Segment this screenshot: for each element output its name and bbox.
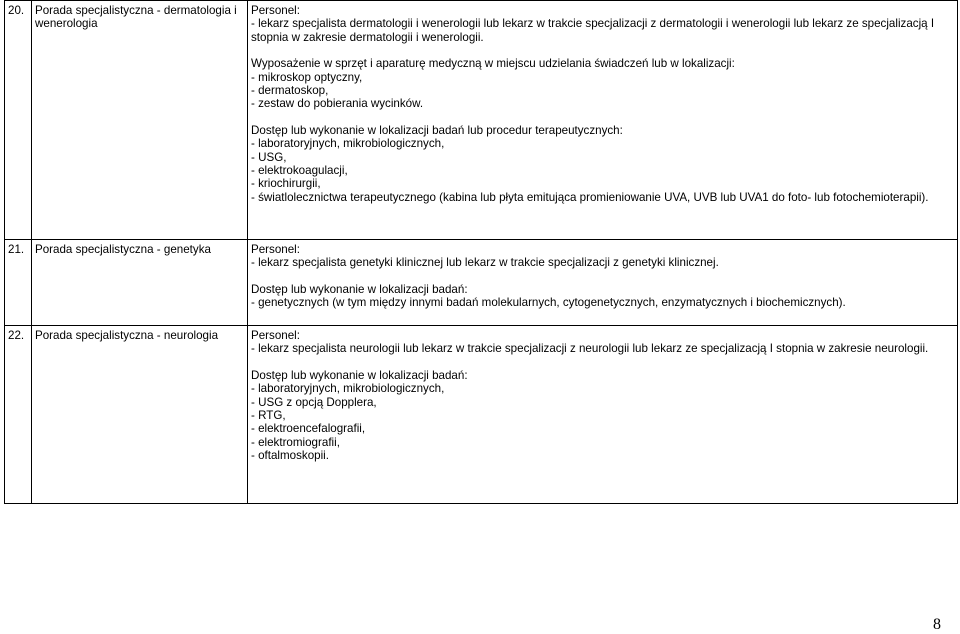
requirement-block — [251, 329, 954, 356]
requirement-item: - USG z opcją Dopplera, — [251, 395, 377, 409]
block-spacer — [251, 356, 954, 369]
requirement-item: - elektrokoagulacji, — [251, 164, 348, 178]
requirement-item: - laboratoryjnych, mikrobiologicznych, — [251, 382, 445, 396]
requirement-item: - zestaw do pobierania wycinków. — [251, 97, 424, 111]
requirements-cell — [248, 1, 958, 240]
requirement-item: - lekarz specjalista dermatologii i wenerologii lub lekarz w trakcie specjalizacji z dermatologii i wenerologii lub lekarz ze specjalizacją I stopnia w zakresie dermatologii i wenerologii. — [251, 17, 935, 44]
block-spacer — [251, 270, 954, 283]
block-spacer — [251, 111, 954, 124]
requirement-item: - mikroskop optyczny, — [251, 70, 363, 84]
row-number: 20. — [5, 1, 32, 240]
block-heading: Personel: — [251, 4, 300, 17]
block-spacer — [251, 44, 954, 57]
requirement-item: - dermatoskop, — [251, 84, 329, 98]
service-name: Porada specjalistyczna - dermatologia i wenerologia — [32, 1, 248, 240]
requirement-item: - lekarz specjalista genetyki klinicznej lub lekarz w trakcie specjalizacji z genetyki klinicznej. — [251, 256, 719, 270]
requirement-item: - lekarz specjalista neurologii lub lekarz w trakcie specjalizacji z neurologii lub lekarz ze specjalizacją I stopnia w zakresie neurologii. — [251, 342, 929, 356]
service-name: Porada specjalistyczna - neurologia — [32, 326, 248, 504]
requirement-item: - RTG, — [251, 409, 286, 423]
requirements-cell — [248, 326, 958, 504]
block-heading: Personel: — [251, 243, 300, 256]
requirement-block — [251, 243, 954, 270]
page-number: 8 — [933, 616, 941, 633]
requirement-item: - kriochirurgii, — [251, 177, 321, 191]
requirement-item: - laboratoryjnych, mikrobiologicznych, — [251, 137, 445, 151]
block-heading: Personel: — [251, 329, 300, 342]
requirement-block — [251, 57, 954, 111]
requirements-cell — [248, 240, 958, 326]
block-heading: Wyposażenie w sprzęt i aparaturę medyczną w miejscu udzielania świadczeń lub w lokalizacji: — [251, 57, 735, 71]
requirement-block — [251, 369, 954, 463]
block-heading: Dostęp lub wykonanie w lokalizacji badań lub procedur terapeutycznych: — [251, 123, 623, 137]
requirements-table — [4, 0, 958, 504]
requirement-item: - oftalmoskopii. — [251, 449, 329, 463]
requirement-item: - elektroencefalografii, — [251, 422, 366, 436]
requirement-item: - USG, — [251, 150, 287, 164]
table-row — [5, 240, 958, 326]
service-name: Porada specjalistyczna - genetyka — [32, 240, 248, 326]
block-heading: Dostęp lub wykonanie w lokalizacji badań: — [251, 368, 468, 382]
requirement-block — [251, 4, 954, 44]
table-row — [5, 1, 958, 240]
requirement-item: - światlolecznictwa terapeutycznego (kabina lub płyta emitująca promieniowanie UVA, UVB lub UVA1 do foto- lub fotochemioterapii). — [251, 190, 929, 204]
block-heading: Dostęp lub wykonanie w lokalizacji badań: — [251, 282, 468, 296]
row-number: 22. — [5, 326, 32, 504]
requirement-item: - genetycznych (w tym między innymi badań molekularnych, cytogenetycznych, enzymatycznych i biochemicznych). — [251, 296, 846, 310]
row-number: 21. — [5, 240, 32, 326]
table-row — [5, 326, 958, 504]
requirement-block — [251, 283, 954, 310]
requirement-block — [251, 124, 954, 204]
table-body — [5, 1, 958, 504]
requirement-item: - elektromiografii, — [251, 435, 340, 449]
